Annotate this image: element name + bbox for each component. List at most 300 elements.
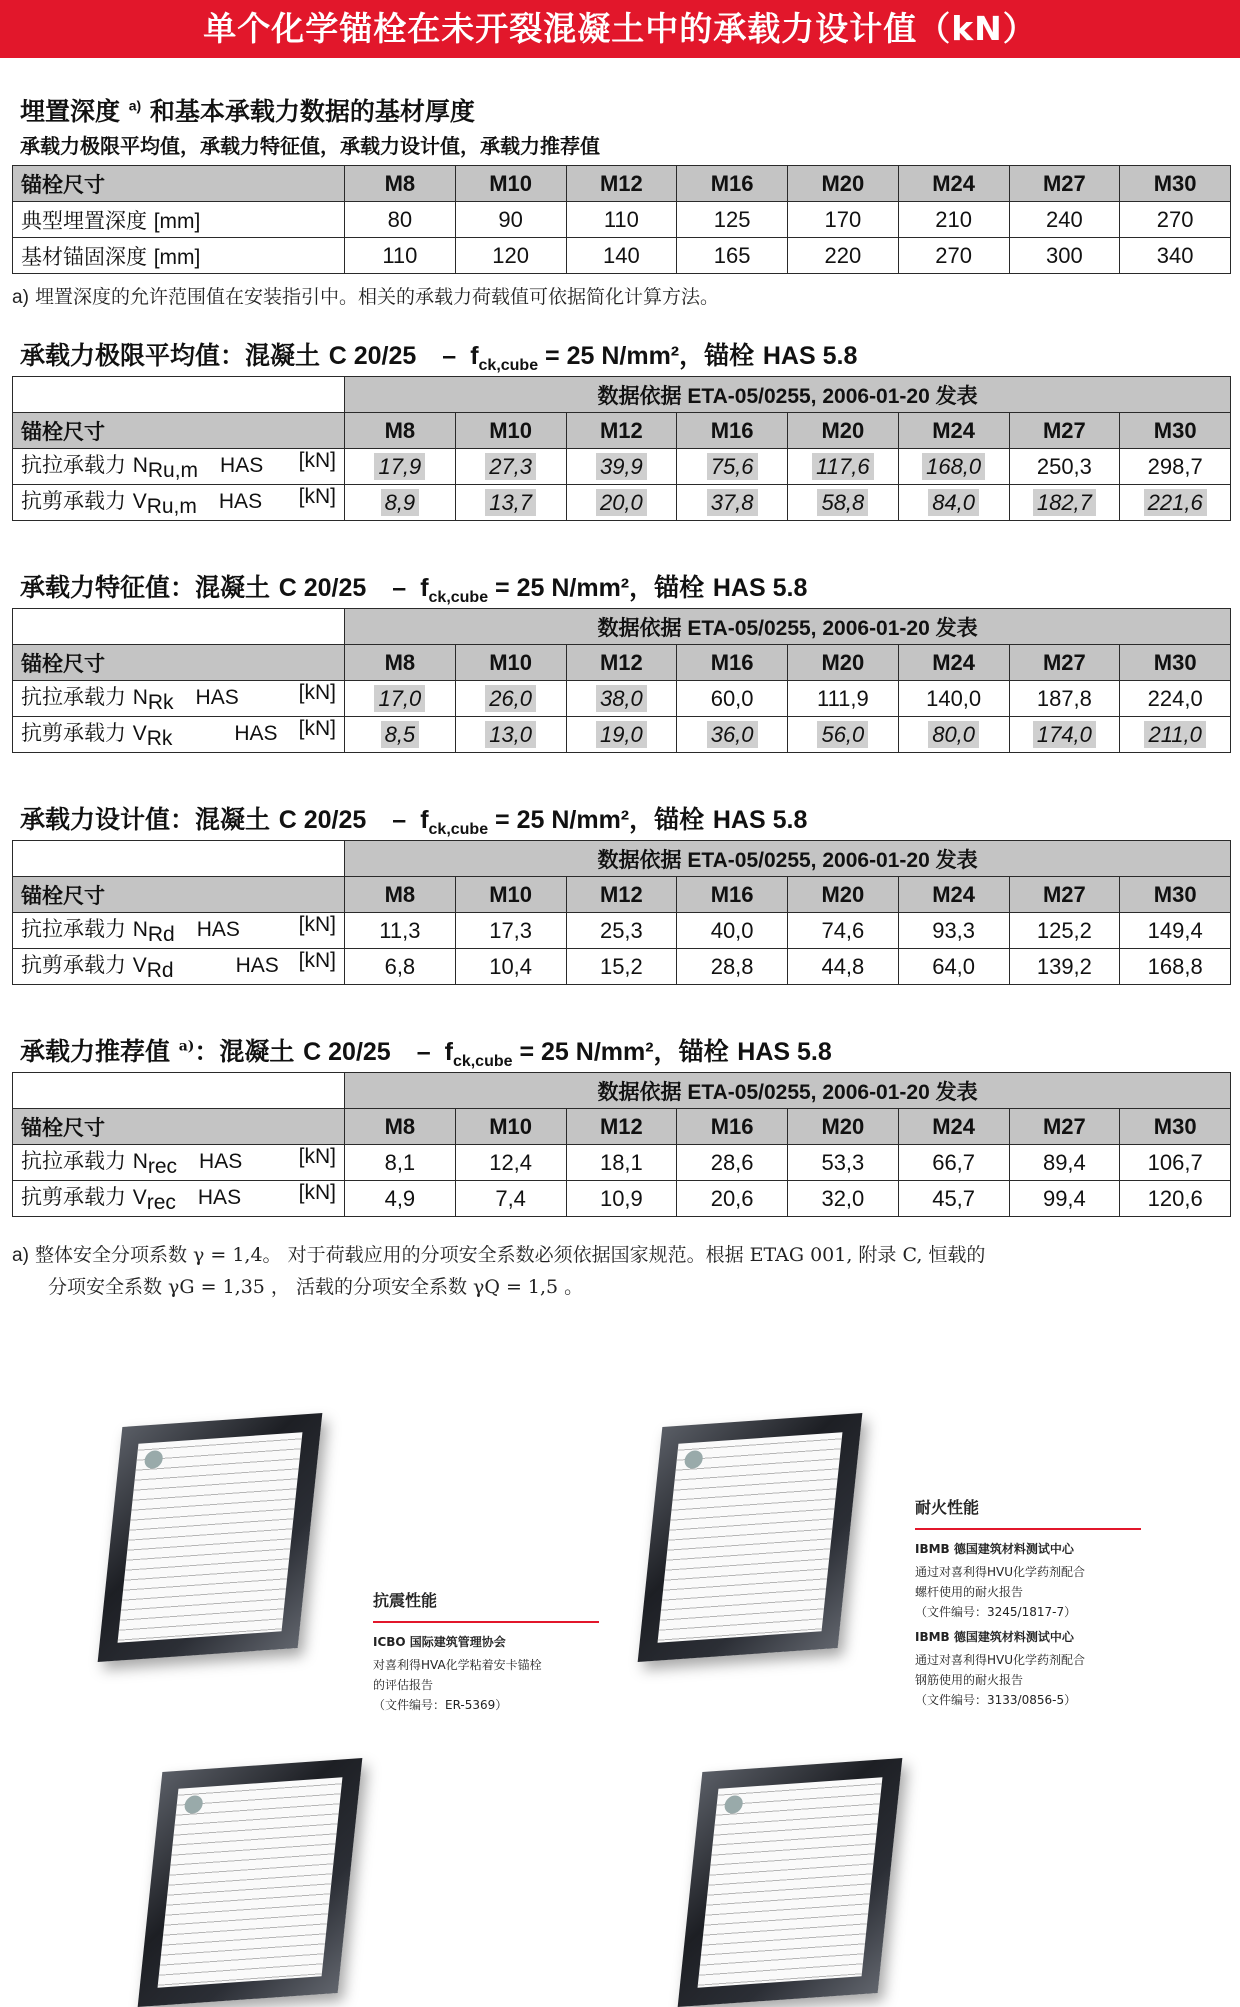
- blank-cell: [13, 609, 345, 645]
- fire-line: 螺杆使用的耐火报告: [915, 1585, 1024, 1599]
- size-cell: M20: [788, 1109, 899, 1145]
- value-text: 58,8: [817, 489, 868, 516]
- value-cell: [1120, 949, 1231, 985]
- header-label: 锚栓尺寸: [13, 645, 345, 681]
- row-label-text: 抗剪承载力: [21, 721, 133, 746]
- row-symbol: N: [132, 1150, 148, 1174]
- source-cell: 数据依据 ETA-05/0255, 2006-01-20 发表: [345, 377, 1231, 413]
- source-cell: 数据依据 ETA-05/0255, 2006-01-20 发表: [345, 841, 1231, 877]
- value-text: 8,1: [384, 1149, 416, 1175]
- value-text: 64,0: [932, 953, 976, 979]
- source-row: [13, 609, 1231, 645]
- section-f: f: [444, 1038, 453, 1066]
- row-symbol: V: [132, 722, 147, 746]
- header-label: 锚栓尺寸: [13, 166, 345, 202]
- size-cell: M16: [677, 645, 788, 681]
- section-f-val: = 25 N/mm²，: [512, 1038, 679, 1066]
- value-cell: [1009, 913, 1120, 949]
- row-label: [13, 681, 345, 717]
- row-type: HAS: [196, 918, 240, 942]
- value-text: 8,5: [381, 721, 420, 748]
- value-cell: [898, 913, 1009, 949]
- value-cell: [566, 913, 677, 949]
- value-cell: [1120, 913, 1231, 949]
- section-anchor-cn: 锚栓: [678, 1037, 738, 1066]
- size-cell: M10: [455, 645, 566, 681]
- section-f: f: [420, 574, 429, 602]
- embed-note-text: 埋置深度的允许范围值在安装指引中。相关的承载力荷载值可依据简化计算方法。: [28, 286, 719, 308]
- certificate-frame-3: [138, 1758, 363, 2007]
- value-cell: [1009, 681, 1120, 717]
- embed-depth-table: [12, 165, 1231, 274]
- value-cell: [788, 1145, 899, 1181]
- value-text: 13,0: [485, 721, 536, 748]
- value-text: 20,6: [710, 1185, 754, 1211]
- size-cell: M16: [677, 1109, 788, 1145]
- size-cell: M8: [345, 877, 456, 913]
- value-cell: 270: [898, 238, 1009, 274]
- size-cell: M8: [345, 166, 456, 202]
- section-dash: –: [392, 574, 407, 602]
- size-cell: M12: [566, 413, 677, 449]
- section-title: [20, 800, 807, 839]
- value-text: 89,4: [1042, 1149, 1086, 1175]
- value-cell: [1009, 1145, 1120, 1181]
- source-row: [13, 377, 1231, 413]
- value-cell: [677, 485, 788, 521]
- value-cell: [898, 1145, 1009, 1181]
- value-cell: 340: [1120, 238, 1231, 274]
- value-text: 174,0: [1033, 721, 1096, 748]
- value-text: 17,9: [374, 453, 425, 480]
- section-title: [20, 568, 807, 607]
- row-label-text: 基材锚固深度: [21, 244, 154, 269]
- size-cell: M16: [677, 166, 788, 202]
- value-text: 8,9: [381, 489, 420, 516]
- value-text: 4,9: [384, 1185, 416, 1211]
- value-cell: [1009, 485, 1120, 521]
- row-symbol-sub: rec: [147, 1155, 178, 1179]
- value-cell: [566, 1145, 677, 1181]
- embed-note: [12, 282, 719, 309]
- embed-heading: [20, 92, 475, 128]
- row-label: [13, 485, 345, 521]
- row-type: HAS: [220, 454, 264, 478]
- row-symbol-sub: rec: [146, 1191, 176, 1215]
- row-type: HAS: [234, 722, 278, 746]
- value-cell: [345, 681, 456, 717]
- value-cell: [1120, 1145, 1231, 1181]
- row-label-text: 抗剪承载力: [21, 1185, 133, 1210]
- value-text: 6,8: [384, 953, 416, 979]
- value-cell: [455, 1181, 566, 1217]
- footnote-line2: 分项安全系数 γG = 1,35 ， 活载的分项安全系数 γQ = 1,5 。: [48, 1276, 584, 1298]
- value-cell: 110: [566, 202, 677, 238]
- size-cell: M30: [1120, 1109, 1231, 1145]
- value-cell: [1009, 717, 1120, 753]
- section-title-cn: 承载力推荐值: [20, 1037, 179, 1066]
- section-f-sub: ck,cube: [428, 821, 489, 838]
- value-text: 17,0: [374, 685, 425, 712]
- value-cell: [345, 949, 456, 985]
- fire-caption: [915, 1495, 1141, 1710]
- row-symbol: N: [132, 918, 148, 942]
- row-symbol: N: [132, 454, 148, 478]
- row-type: HAS: [218, 490, 263, 514]
- table-row: [13, 681, 1231, 717]
- value-text: 25,3: [599, 917, 643, 943]
- seismic-title: 抗震性能: [373, 1591, 438, 1610]
- value-cell: [1120, 717, 1231, 753]
- value-text: 149,4: [1147, 917, 1203, 943]
- row-label: [13, 449, 345, 485]
- value-text: 10,4: [489, 953, 533, 979]
- section-f-sub: ck,cube: [428, 589, 489, 606]
- value-cell: [898, 485, 1009, 521]
- value-text: 17,3: [489, 917, 533, 943]
- section-anchor: HAS 5.8: [737, 1038, 832, 1066]
- table-row: [13, 449, 1231, 485]
- size-cell: M20: [788, 413, 899, 449]
- load-table: [12, 376, 1231, 521]
- table-row: [13, 202, 1231, 238]
- value-cell: 240: [1009, 202, 1120, 238]
- value-text: 66,7: [932, 1149, 976, 1175]
- section-f-val: = 25 N/mm²，: [538, 342, 705, 370]
- fire-line: （文件编号：3245/1817-7）: [915, 1605, 1077, 1619]
- header-label: 锚栓尺寸: [13, 413, 345, 449]
- value-text: 37,8: [707, 489, 758, 516]
- value-cell: [455, 913, 566, 949]
- section-anchor: HAS 5.8: [712, 574, 808, 602]
- value-cell: [788, 449, 899, 485]
- row-unit: [kN]: [298, 717, 336, 741]
- row-unit: [kN]: [298, 1145, 336, 1169]
- section-f-val: = 25 N/mm²，: [488, 806, 655, 834]
- load-table: [12, 1072, 1231, 1217]
- section-anchor-cn: 锚栓: [704, 341, 763, 370]
- seismic-line: 对喜利得HVA化学粘着安卡锚栓: [373, 1658, 542, 1672]
- value-cell: [788, 717, 899, 753]
- size-cell: M16: [677, 413, 788, 449]
- row-symbol: V: [132, 490, 147, 514]
- size-cell: M8: [345, 645, 456, 681]
- size-cell: M30: [1120, 413, 1231, 449]
- value-cell: [898, 949, 1009, 985]
- value-cell: [566, 949, 677, 985]
- row-unit: [kN]: [298, 681, 336, 705]
- value-text: 39,9: [596, 453, 647, 480]
- value-cell: [677, 681, 788, 717]
- value-text: 74,6: [821, 917, 865, 943]
- value-text: 32,0: [821, 1185, 865, 1211]
- row-label-text: 典型埋置深度: [21, 208, 154, 233]
- section-concrete: C 20/25: [303, 1038, 391, 1066]
- value-text: 28,8: [710, 953, 754, 979]
- value-text: 211,0: [1144, 721, 1205, 748]
- value-text: 140,0: [926, 685, 982, 711]
- value-cell: [1120, 449, 1231, 485]
- table-row: [13, 913, 1231, 949]
- row-unit: [kN]: [298, 913, 336, 937]
- value-cell: 80: [345, 202, 456, 238]
- section-title-cn: 承载力极限平均值：混凝土: [20, 341, 329, 370]
- size-cell: M27: [1009, 645, 1120, 681]
- section-title-cn: 承载力特征值：混凝土: [20, 573, 279, 602]
- blank-cell: [13, 841, 345, 877]
- size-cell: M16: [677, 877, 788, 913]
- value-cell: [345, 485, 456, 521]
- size-cell: M12: [566, 1109, 677, 1145]
- value-cell: [898, 1181, 1009, 1217]
- value-text: 187,8: [1036, 685, 1092, 711]
- size-cell: M20: [788, 166, 899, 202]
- value-text: 20,0: [596, 489, 647, 516]
- value-text: 298,7: [1147, 453, 1203, 479]
- value-cell: [455, 449, 566, 485]
- header-label: 锚栓尺寸: [13, 877, 345, 913]
- embed-subheading: 承载力极限平均值，承载力特征值，承载力设计值，承载力推荐值: [20, 134, 600, 158]
- section-anchor-cn: 锚栓: [654, 805, 713, 834]
- value-cell: [677, 717, 788, 753]
- value-text: 250,3: [1036, 453, 1092, 479]
- header-row: [13, 413, 1231, 449]
- value-cell: [455, 681, 566, 717]
- row-symbol-sub: Rk: [146, 727, 173, 751]
- value-cell: 220: [788, 238, 899, 274]
- value-cell: [455, 485, 566, 521]
- seismic-line: （文件编号：ER-5369）: [373, 1698, 508, 1712]
- size-cell: M27: [1009, 166, 1120, 202]
- value-cell: [788, 949, 899, 985]
- value-cell: [566, 1181, 677, 1217]
- value-cell: [788, 485, 899, 521]
- fire-org: IBMB 德国建筑材料测试中心: [915, 1542, 1074, 1556]
- load-table: [12, 840, 1231, 985]
- certificate-frame-4: [678, 1758, 903, 2007]
- value-cell: [788, 1181, 899, 1217]
- value-text: 12,4: [489, 1149, 533, 1175]
- row-label: [13, 949, 345, 985]
- value-cell: [566, 449, 677, 485]
- row-symbol: V: [132, 954, 147, 978]
- embed-note-marker: a): [12, 287, 29, 308]
- value-text: 168,8: [1147, 953, 1203, 979]
- value-cell: 210: [898, 202, 1009, 238]
- value-cell: [1009, 449, 1120, 485]
- size-cell: M10: [455, 166, 566, 202]
- source-row: [13, 841, 1231, 877]
- footnote: [12, 1240, 985, 1267]
- value-cell: [345, 1181, 456, 1217]
- row-unit: [kN]: [298, 485, 336, 509]
- value-text: 13,7: [485, 489, 536, 516]
- header-row: [13, 1109, 1231, 1145]
- size-cell: M27: [1009, 877, 1120, 913]
- value-cell: 165: [677, 238, 788, 274]
- size-cell: M30: [1120, 166, 1231, 202]
- section-f: f: [470, 342, 479, 370]
- section-concrete: C 20/25: [328, 342, 417, 370]
- value-text: 28,6: [710, 1149, 754, 1175]
- value-text: 38,0: [596, 685, 647, 712]
- row-type: HAS: [195, 686, 239, 710]
- size-cell: M20: [788, 645, 899, 681]
- seismic-org: ICBO 国际建筑管理协会: [373, 1635, 506, 1649]
- row-type: HAS: [235, 954, 279, 978]
- header-row: [13, 877, 1231, 913]
- value-cell: [345, 913, 456, 949]
- row-unit: [mm]: [153, 245, 201, 269]
- fire-line: （文件编号：3133/0856-5）: [915, 1693, 1077, 1707]
- value-text: 40,0: [710, 917, 754, 943]
- size-cell: M10: [455, 1109, 566, 1145]
- value-cell: [1009, 1181, 1120, 1217]
- section-dash: –: [416, 1038, 431, 1066]
- blank-cell: [13, 1073, 345, 1109]
- value-text: 139,2: [1036, 953, 1092, 979]
- certificate-frame-2: [638, 1413, 863, 1662]
- embed-heading-rest: 和基本承载力数据的基材厚度: [149, 97, 475, 126]
- blank-cell: [13, 377, 345, 413]
- value-cell: [566, 717, 677, 753]
- row-symbol: N: [132, 686, 148, 710]
- value-cell: 140: [566, 238, 677, 274]
- value-cell: [788, 913, 899, 949]
- value-text: 117,6: [812, 453, 873, 480]
- section-anchor-cn: 锚栓: [654, 573, 713, 602]
- value-text: 111,9: [816, 685, 869, 711]
- value-cell: [345, 1145, 456, 1181]
- value-cell: [677, 1181, 788, 1217]
- seismic-line: 的评估报告: [373, 1678, 434, 1692]
- fire-title: 耐火性能: [915, 1498, 980, 1517]
- table-row: [13, 1181, 1231, 1217]
- size-cell: M27: [1009, 1109, 1120, 1145]
- value-text: 224,0: [1147, 685, 1203, 711]
- embed-heading-text: 埋置深度: [20, 97, 121, 126]
- value-text: 56,0: [817, 721, 868, 748]
- section-f-sub: ck,cube: [478, 357, 539, 374]
- value-cell: [1120, 485, 1231, 521]
- row-symbol-sub: Ru,m: [146, 495, 197, 519]
- row-label-text: 抗剪承载力: [21, 953, 133, 978]
- size-cell: M24: [898, 166, 1009, 202]
- certificate-frame-1: [98, 1413, 323, 1662]
- size-cell: M10: [455, 413, 566, 449]
- footnote-line1: 整体安全分项系数 γ = 1,4。 对于荷载应用的分项安全系数必须依据国家规范。根据 ETAG 001, 附录 C, 恒载的: [28, 1244, 986, 1266]
- section-title-sup: a): [178, 1038, 195, 1055]
- value-text: 80,0: [928, 721, 979, 748]
- value-text: 93,3: [932, 917, 976, 943]
- value-cell: [1009, 949, 1120, 985]
- size-cell: M12: [566, 166, 677, 202]
- size-cell: M12: [566, 645, 677, 681]
- section-f-val: = 25 N/mm²，: [488, 574, 655, 602]
- row-label: [13, 1181, 345, 1217]
- seismic-caption: [373, 1588, 599, 1715]
- source-cell: 数据依据 ETA-05/0255, 2006-01-20 发表: [345, 609, 1231, 645]
- value-text: 27,3: [485, 453, 536, 480]
- value-cell: 300: [1009, 238, 1120, 274]
- row-type: HAS: [197, 1186, 242, 1210]
- row-symbol: V: [132, 1186, 147, 1210]
- fire-line: 钢筋使用的耐火报告: [915, 1673, 1024, 1687]
- value-text: 7,4: [495, 1185, 526, 1211]
- value-cell: [677, 449, 788, 485]
- value-cell: 270: [1120, 202, 1231, 238]
- section-title-cn: 承载力设计值：混凝土: [20, 805, 279, 834]
- size-cell: M24: [898, 877, 1009, 913]
- value-text: 15,2: [599, 953, 643, 979]
- row-unit: [mm]: [153, 209, 201, 233]
- row-label-text: 抗拉承载力: [21, 1149, 133, 1174]
- size-cell: M12: [566, 877, 677, 913]
- fire-org-2: IBMB 德国建筑材料测试中心: [915, 1630, 1074, 1644]
- section-concrete: C 20/25: [278, 806, 367, 834]
- value-cell: [898, 449, 1009, 485]
- row-type: HAS: [199, 1150, 243, 1174]
- value-text: 120,6: [1147, 1185, 1203, 1211]
- size-cell: M24: [898, 1109, 1009, 1145]
- source-row: [13, 1073, 1231, 1109]
- value-cell: [566, 681, 677, 717]
- value-cell: 110: [345, 238, 456, 274]
- header-label: 锚栓尺寸: [13, 1109, 345, 1145]
- row-label: [13, 1145, 345, 1181]
- section-title: [20, 1032, 832, 1071]
- value-cell: [455, 1145, 566, 1181]
- value-cell: [898, 681, 1009, 717]
- red-rule: [373, 1621, 599, 1623]
- source-cell: 数据依据 ETA-05/0255, 2006-01-20 发表: [345, 1073, 1231, 1109]
- header-row: [13, 645, 1231, 681]
- footnote-marker: a): [12, 1245, 29, 1266]
- row-label-text: 抗拉承载力: [21, 685, 133, 710]
- value-text: 60,0: [710, 685, 754, 711]
- row-symbol-sub: Rk: [147, 691, 174, 715]
- value-cell: [898, 717, 1009, 753]
- value-text: 18,1: [599, 1149, 643, 1175]
- row-unit: [kN]: [298, 949, 336, 973]
- value-cell: [345, 717, 456, 753]
- table-row: [13, 717, 1231, 753]
- value-text: 75,6: [707, 453, 758, 480]
- section-title: [20, 336, 857, 375]
- embed-header-row: [13, 166, 1231, 202]
- value-text: 53,3: [821, 1149, 865, 1175]
- value-cell: 90: [455, 202, 566, 238]
- value-cell: 125: [677, 202, 788, 238]
- row-unit: [kN]: [298, 449, 336, 473]
- row-label: [13, 238, 345, 274]
- row-label-text: 抗拉承载力: [21, 453, 133, 478]
- size-cell: M20: [788, 877, 899, 913]
- value-text: 10,9: [599, 1185, 643, 1211]
- size-cell: M30: [1120, 645, 1231, 681]
- value-cell: [1120, 681, 1231, 717]
- value-text: 221,6: [1144, 489, 1207, 516]
- value-cell: 120: [455, 238, 566, 274]
- size-cell: M24: [898, 645, 1009, 681]
- value-text: 36,0: [707, 721, 758, 748]
- embed-heading-sup: a): [128, 97, 142, 114]
- section-f: f: [420, 806, 429, 834]
- value-text: 125,2: [1036, 917, 1092, 943]
- value-text: 44,8: [821, 953, 865, 979]
- size-cell: M24: [898, 413, 1009, 449]
- red-rule: [915, 1528, 1141, 1530]
